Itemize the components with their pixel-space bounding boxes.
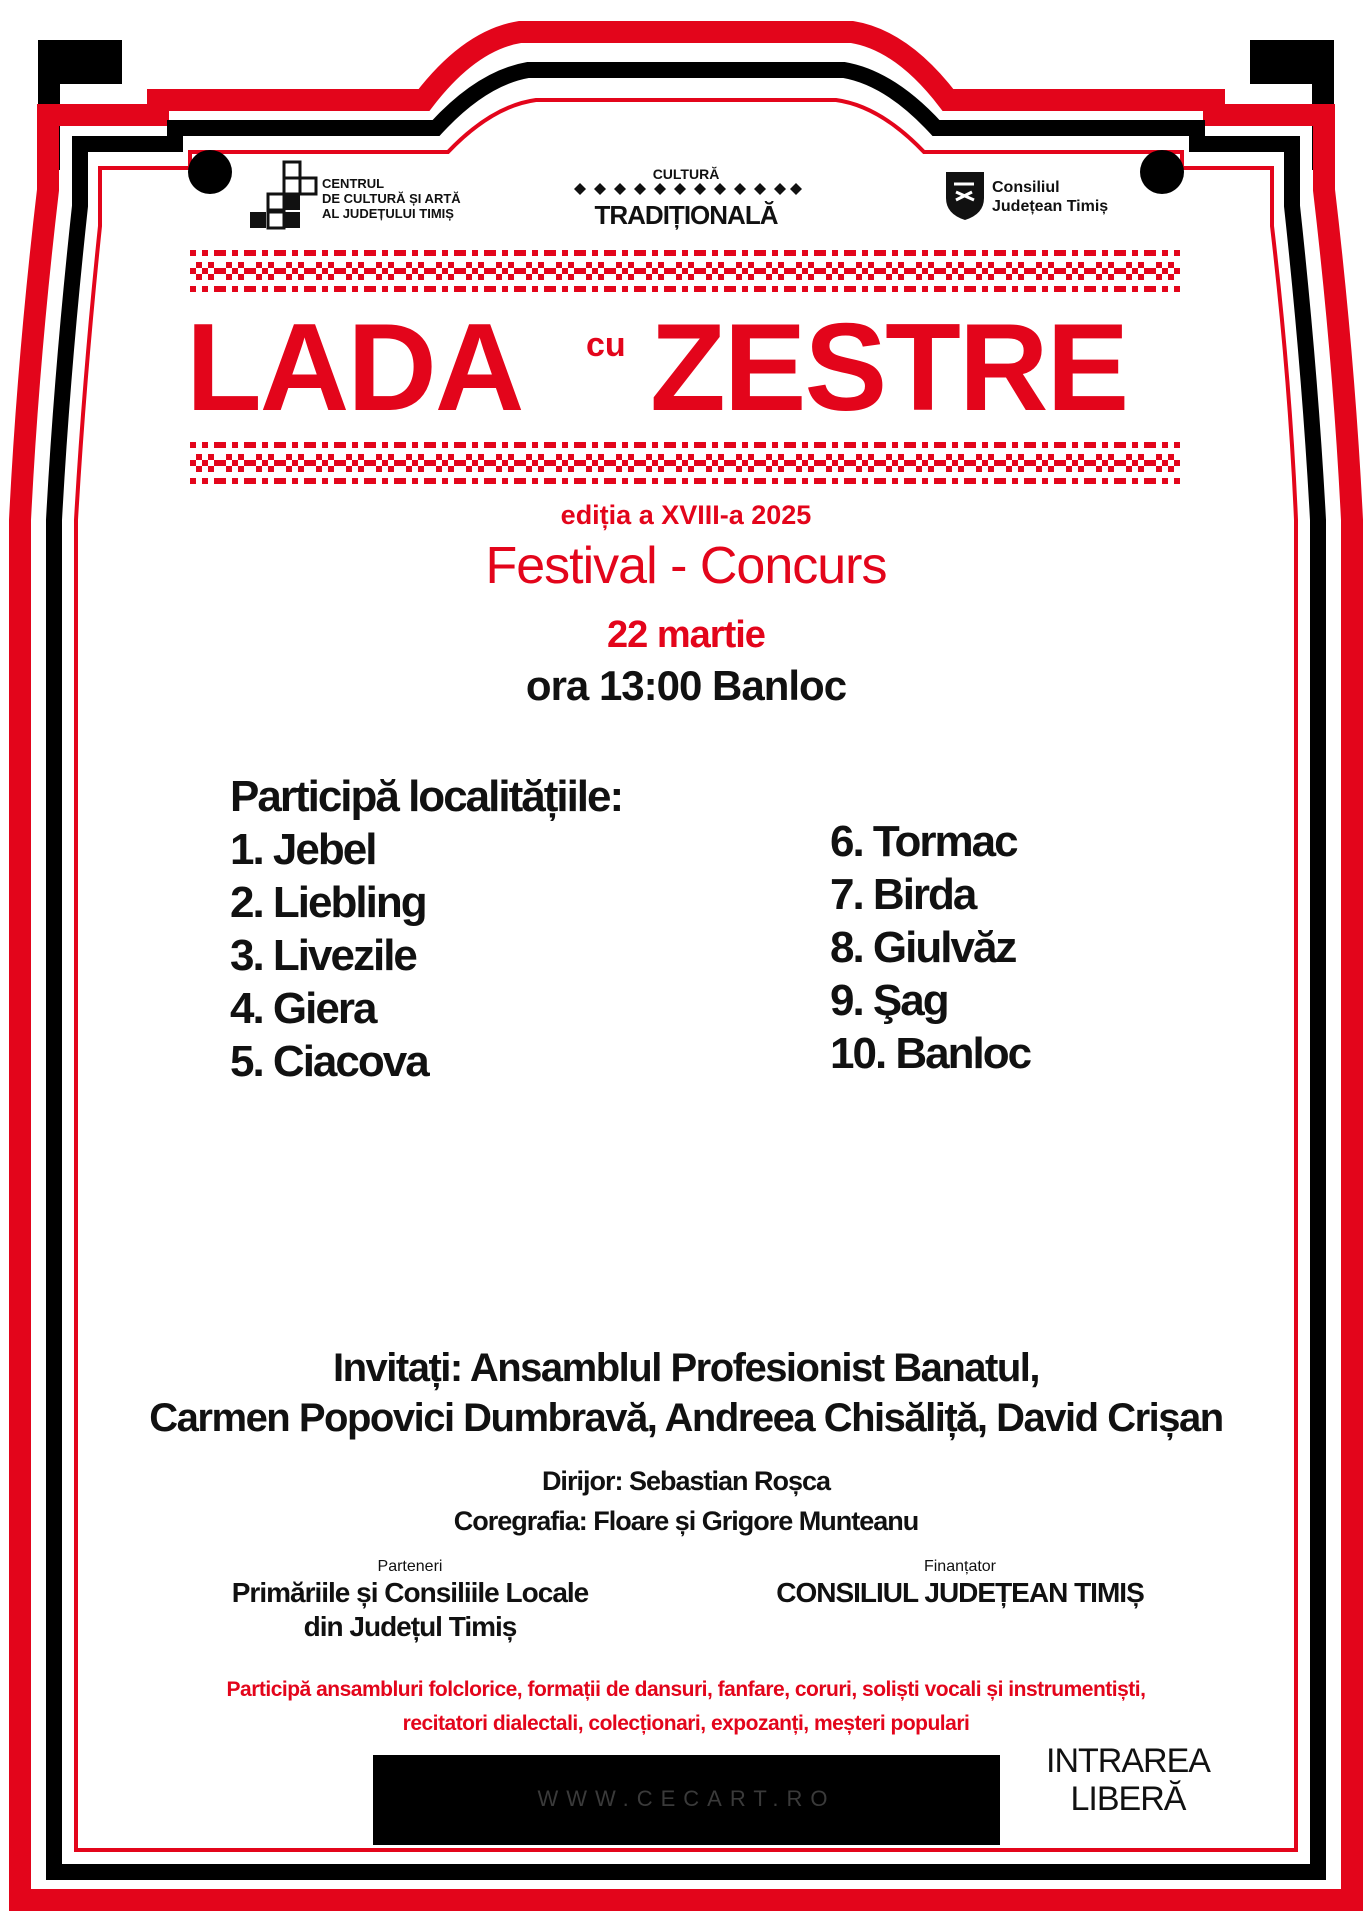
free-entry-line-1: INTRAREA — [1046, 1742, 1210, 1780]
list-item: 8. Giulvăz — [830, 923, 1016, 972]
title-cu: cu — [586, 326, 626, 364]
festival-text: Festival - Concurs — [485, 537, 887, 595]
list-item: 2. Liebling — [230, 878, 426, 927]
partners-line-2: din Județul Timiș — [303, 1611, 517, 1642]
embroidery-pattern-bottom — [190, 442, 1180, 484]
county-council-crest-icon — [944, 170, 986, 222]
guests-line-2: Carmen Popovici Dumbravă, Andreea Chisăliță, David Crișan — [149, 1396, 1223, 1440]
financer-block — [760, 1558, 1160, 1610]
list-item: 7. Birda — [830, 870, 976, 919]
conductor-text: Dirijor: Sebastian Roșca — [541, 1466, 831, 1496]
event-time-place: ora 13:00 Banloc — [525, 662, 847, 709]
partners-label: Parteneri — [377, 1558, 443, 1575]
free-entry-badge — [1028, 1742, 1228, 1818]
participants-heading: Participă localitățiile: — [230, 772, 623, 821]
title-lada: LADA — [186, 299, 523, 437]
list-item: 9. Şag — [830, 976, 948, 1025]
event-date: 22 martie — [607, 614, 765, 656]
financer-label: Finanțator — [923, 1558, 997, 1575]
participants-left-list — [230, 770, 622, 1088]
edition-text: ediția a XVIII-a 2025 — [560, 500, 812, 530]
website-link[interactable]: WWW.CECART.RO — [537, 1786, 836, 1811]
traditional-culture-logo: CULTURĂ TRADIȚIONALĂ — [568, 166, 804, 229]
list-item: 1. Jebel — [230, 825, 376, 874]
guests-line-1: Invitați: Ansamblul Profesionist Banatul, — [333, 1346, 1039, 1390]
embroidery-strip-icon — [568, 182, 804, 196]
list-item: 10. Banloc — [830, 1029, 1031, 1078]
note-line-2: recitatori dialectali, colecționari, expozanți, meșteri populari — [402, 1712, 970, 1735]
cecart-logo-text: CENTRUL DE CULTURĂ ȘI ARTĂ AL JUDEȚULUI TIMIȘ — [322, 176, 461, 221]
list-item: 3. Livezile — [230, 931, 416, 980]
financer-name: CONSILIUL JUDEȚEAN TIMIȘ — [776, 1577, 1144, 1608]
note-line-1: Participă ansambluri folclorice, formații de dansuri, fanfare, coruri, soliști vocali și instrumentiști, — [226, 1678, 1146, 1701]
partners-block — [180, 1558, 640, 1644]
cecart-logo-mark — [244, 160, 320, 232]
choreography-text: Coregrafia: Floare și Grigore Munteanu — [453, 1506, 919, 1536]
title-zestre: ZESTRE — [650, 299, 1128, 437]
participants-right-list — [830, 815, 1030, 1080]
free-entry-line-2: LIBERĂ — [1070, 1780, 1186, 1818]
list-item: 5. Ciacova — [230, 1037, 428, 1086]
partners-line-1: Primăriile și Consiliile Locale — [231, 1577, 589, 1608]
list-item: 6. Tormac — [830, 817, 1017, 866]
embroidery-pattern-top — [190, 250, 1180, 292]
county-council-logo-text: Consiliul Județean Timiș — [992, 179, 1109, 215]
list-item: 4. Giera — [230, 984, 376, 1033]
